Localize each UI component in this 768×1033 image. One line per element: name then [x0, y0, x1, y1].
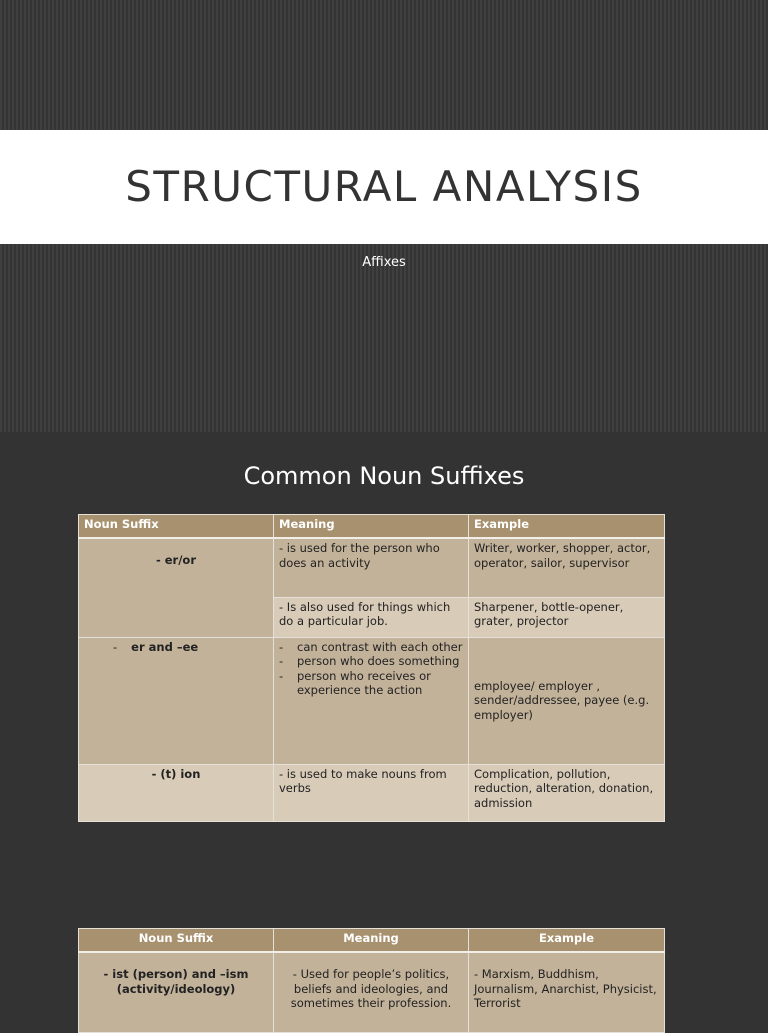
example-cell: Writer, worker, shopper, actor, operator, sailor, supervisor: [469, 538, 665, 597]
table-header-row: [79, 515, 665, 539]
meaning-cell: - Used for people’s politics, beliefs and ideologies, and sometimes their profession.: [274, 952, 469, 1032]
example-cell: Complication, pollution, reduction, alteration, donation, admission: [469, 764, 665, 821]
suffix-cell: [79, 637, 274, 764]
table-row: [79, 952, 665, 1032]
header-noun-suffix: Noun Suffix: [79, 515, 274, 539]
header-meaning: Meaning: [274, 929, 469, 953]
header-meaning: Meaning: [274, 515, 469, 539]
meaning-cell: - is used for the person who does an activity: [274, 538, 469, 597]
header-example: Example: [469, 929, 665, 953]
noun-suffix-table-2: [78, 928, 665, 1033]
meaning-cell: [274, 637, 469, 764]
suffixes-slide: [0, 432, 768, 1024]
meaning-cell: - is used to make nouns from verbs: [274, 764, 469, 821]
header-example: Example: [469, 515, 665, 539]
meaning-cell: - Is also used for things which do a particular job.: [274, 597, 469, 637]
example-cell: - Marxism, Buddhism, Journalism, Anarchist, Physicist, Terrorist: [469, 952, 665, 1032]
list-item: - person who receives or experience the action: [297, 669, 463, 698]
list-item: - can contrast with each other: [297, 640, 463, 655]
slide-heading: Common Noun Suffixes: [243, 462, 525, 490]
slide-title: STRUCTURAL ANALYSIS: [125, 162, 643, 211]
table-row: [79, 764, 665, 821]
suffix-cell: - er/or: [79, 538, 274, 637]
slide-subtitle: Affixes: [362, 255, 406, 270]
title-slide: [0, 0, 768, 432]
table-row: [79, 538, 665, 597]
noun-suffix-table: [78, 514, 665, 822]
suffix-text: er and –ee: [131, 639, 199, 654]
suffix-cell: - (t) ion: [79, 764, 274, 821]
meaning-list: [279, 640, 463, 698]
table-header-row: [79, 929, 665, 953]
suffix-cell: - ist (person) and –ism (activity/ideology): [79, 952, 274, 1032]
header-noun-suffix: Noun Suffix: [79, 929, 274, 953]
list-item: - person who does something: [297, 654, 463, 669]
title-band: [0, 130, 768, 244]
table-row: [79, 637, 665, 764]
example-cell: Sharpener, bottle-opener, grater, projector: [469, 597, 665, 637]
suffix-dash: -: [113, 639, 118, 654]
example-cell: employee/ employer , sender/addressee, payee (e.g. employer): [469, 637, 665, 764]
